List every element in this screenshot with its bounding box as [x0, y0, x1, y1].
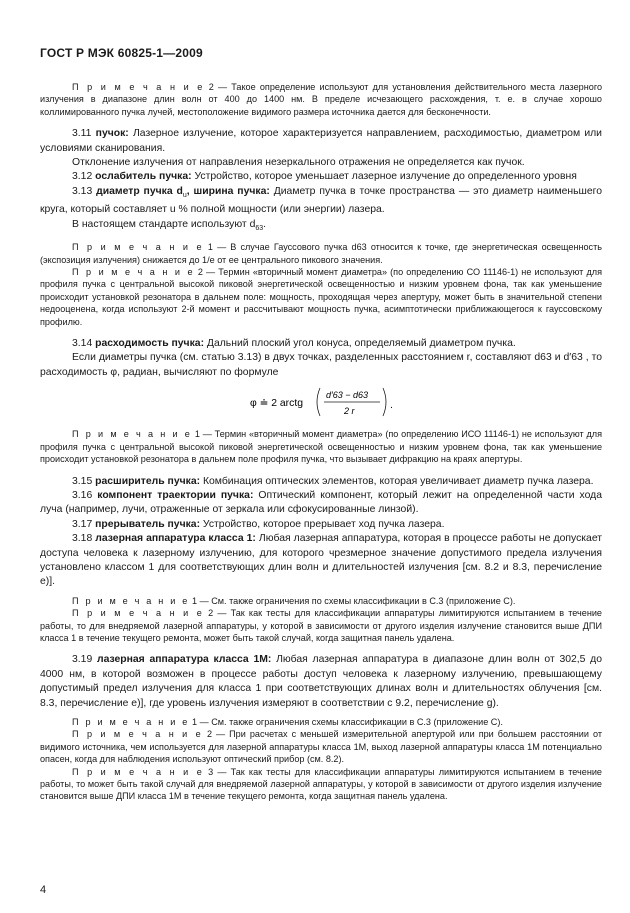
term-number: 3.11 — [72, 128, 92, 140]
term-title: пучок: — [95, 128, 129, 140]
note-text: 1 — В случае Гауссового пучка d63 относится к точке, где энергетическая освещенность (экспозиция излучения) снижается до 1/е от ее центрального пикового значения. — [40, 242, 602, 265]
left-paren — [317, 388, 320, 416]
formula-period: . — [390, 400, 393, 412]
standard-header: ГОСТ Р МЭК 60825-1—2009 — [40, 46, 203, 60]
continuation-end: . — [263, 218, 267, 230]
term-number: 3.15 — [72, 475, 93, 487]
note-label: П р и м е ч а н и е — [72, 729, 203, 740]
term-3-17 — [40, 518, 602, 532]
note-2-3-19 — [40, 728, 602, 765]
note-text: 2 — При расчетах с меньшей измерительной апертурой или при большем расстоянии от видимого источника, чем используется для лазерной аппаратуры класса 1М, выход лазерной аппаратуры класса 1М потенциально опасен, когда для наблюдения используют оптический прибор (см. 8.2). — [40, 729, 602, 765]
note-2-3-18 — [40, 607, 602, 644]
note-1-3-13 — [40, 241, 602, 266]
note-text: 2 — Так как тесты для классификации аппаратуры лимитируются испытанием в течение работы, то для внедряемой лазерной аппаратуры, у которой в зависимости от другого изделия излучение становится выше ДПИ класса 1 в течение текущего ремонта, может быть такой случай, когда защитная панель удалена. — [40, 608, 602, 643]
note-label: П р и м е ч а н и е — [72, 608, 205, 619]
note-label: П р и м е ч а н и е — [72, 717, 190, 727]
formula-denominator: 2 r — [344, 406, 355, 417]
note-1-3-19 — [40, 716, 602, 728]
term-3-14 — [40, 337, 602, 351]
term-title: прерыватель пучка: — [95, 518, 201, 530]
continuation-text: В настоящем стандарте используют d — [72, 218, 256, 230]
note-text: 2 — Такое определение используют для установления действительного места лазерного излучения в диапазоне длин волн от 400 до 1400 нм. В пределе исчезающего расхождения, т. е. в случае хорошо коллимированного пучка лучей, местоположение видимого размера источника дается для бесконечности. — [40, 82, 602, 117]
note-1-3-18 — [40, 595, 602, 607]
term-3-13 — [40, 185, 602, 218]
note-text: 1 — См. также ограничения по схемы классификации в С.3 (приложение С). — [189, 595, 516, 606]
term-title: ослабитель пучка: — [95, 171, 192, 183]
note-2-top — [40, 81, 602, 118]
term-title-2: , ширина пучка: — [186, 185, 270, 197]
formula-lhs: φ ≐ 2 arctg — [250, 398, 303, 410]
term-number: 3.14 — [72, 338, 93, 350]
term-number: 3.19 — [72, 654, 93, 666]
term-definition: Комбинация оптических элементов, которая увеличивает диаметр пучка лазера. — [200, 475, 594, 487]
note-text: 1 — Термин «вторичный момент диаметра» (по определению ИСО 11146-1) не используют для профиля пучка с центральной высокой пиковой энергетической освещенностью и низким уровнем фона, так как уменьшение происходит установкой резонатора в дальнем поле профиля пучка, что вызывает дифракцию на краях апертуры. — [40, 429, 602, 465]
term-subscript: u — [182, 191, 187, 199]
note-2-3-13 — [40, 266, 602, 328]
note-label: П р и м е ч а н и е — [72, 766, 205, 777]
term-number: 3.18 — [72, 533, 93, 545]
term-3-19 — [40, 653, 602, 711]
note-label: П р и м е ч а н и е — [72, 242, 204, 253]
term-3-13-continuation — [40, 218, 602, 236]
term-3-12 — [40, 170, 602, 184]
term-definition: Любая лазерная аппаратура, которая в процессе работы не допускает доступа человека к лазерному излучению, для которого чрезмерное значение допустимого предела излучения установлено классом 1 для соответствующих длин волн и длительностей излучения [см. 8.2 и 8.3, перечисление е)]. — [40, 533, 603, 588]
term-definition: Диаметр пучка в точке пространства — это диаметр наименьшего круга, который составляет u % полной мощности (или энергии) лазера. — [40, 185, 603, 216]
term-title: лазерная аппаратура класса 1М: — [96, 654, 272, 666]
note-label: П р и м е ч а н и е — [72, 429, 193, 440]
note-label: П р и м е ч а н и е — [72, 267, 195, 278]
note-text: 2 — Термин «вторичный момент диаметра» (по определению СО 11146-1) не используют для профиля пучка с центральной высокой пиковой энергетической освещенностью и низким уровнем фона, так как уменьшение происходит установкой резонатора в дальнем поле: мощность, проходящая через апертуру, может быть в значительной степени недооценена, когда используют 2-й момент и рассчитывают мощность пучка, асимптотически приближающегося к гауссовскому профилю. — [40, 267, 602, 327]
note-1-3-14 — [40, 428, 602, 465]
note-label: П р и м е ч а н и е — [72, 82, 205, 92]
term-3-18 — [40, 532, 602, 590]
note-text: 1 — См. также ограничения схемы классификации в С.3 (приложение С). — [189, 717, 503, 727]
divergence-formula — [40, 382, 602, 422]
term-title: расходимость пучка: — [95, 338, 205, 350]
term-number: 3.13 — [72, 185, 93, 197]
term-3-15 — [40, 475, 602, 489]
term-definition: Устройство, которое уменьшает лазерное излучение до определенного уровня — [191, 171, 577, 183]
term-3-16 — [40, 489, 602, 518]
page-number: 4 — [40, 884, 47, 896]
term-number: 3.16 — [72, 489, 93, 501]
term-number: 3.12 — [72, 171, 93, 183]
term-3-11-continuation: Отклонение излучения от направления незеркального отражения не определяется как пучок. — [72, 157, 525, 169]
formula-graphic — [250, 382, 420, 422]
note-text: 3 — Так как тесты для классификации аппаратуры лимитируются испытанием в течение работы, то может быть такой случай для внедряемой лазерной аппаратуры, у которой в зависимости от другого изделия излучение становится выше ДПИ класса 1М в течение текущего ремонта, когда защитная панель удалена. — [40, 766, 602, 802]
term-title: компонент траектории пучка: — [97, 489, 254, 501]
term-3-11 — [40, 127, 602, 156]
term-number: 3.17 — [72, 518, 93, 530]
continuation-subscript: 63 — [255, 224, 264, 232]
term-definition: Устройство, которое прерывает ход пучка лазера. — [200, 518, 445, 530]
term-definition: Дальний плоский угол конуса, определяемый диаметром пучка. — [204, 338, 516, 350]
document-page — [40, 46, 602, 803]
term-definition: Оптический компонент, который лежит на определенной части хода луча (например, лучи, отраженные от зеркала или сфокусированные линзой). — [40, 489, 602, 516]
right-paren — [383, 388, 386, 416]
term-3-14-continuation: Если диаметры пучка (см. статью 3.13) в двух точках, разделенных расстоянием r, составляют d63 и d′63 , то расходимость φ, радиан, вычисляют по формуле — [40, 352, 602, 378]
term-definition: Лазерное излучение, которое характеризуется направлением, расходимостью, диаметром или условиями сканирования. — [40, 128, 602, 154]
term-title: лазерная аппаратура класса 1: — [95, 533, 256, 545]
formula-numerator: d′63 − d63 — [326, 390, 368, 401]
note-3-3-19 — [40, 766, 602, 803]
term-title: диаметр пучка d — [96, 185, 183, 197]
note-label: П р и м е ч а н и е — [72, 595, 190, 606]
term-title: расширитель пучка: — [95, 475, 201, 487]
term-definition: Любая лазерная аппаратура в диапазоне длин волн от 302,5 до 4000 нм, в которой возможен в процессе работы доступ человека к лазерному излучению, превышающему допустимый предел излучения для класса 1 при соответствующих длинах волн и длительностях облучения [см. 8.3, перечисление е)], где уровень излучения измеряют в соответствии с 9.2, перечисление g). — [40, 654, 603, 709]
